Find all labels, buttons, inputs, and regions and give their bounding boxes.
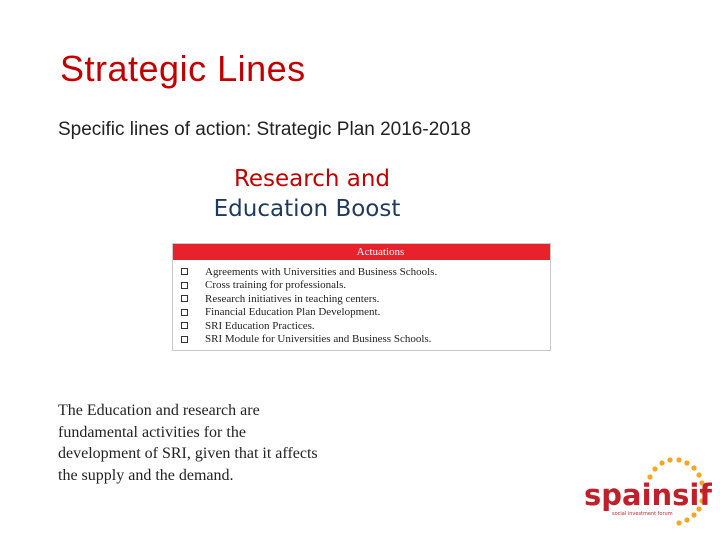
actuations-table-header: Actuations: [173, 244, 550, 260]
checkbox-icon: [181, 268, 188, 275]
actuation-item-label: Cross training for professionals.: [205, 279, 347, 292]
slide-subtitle: Specific lines of action: Strategic Plan 2016-2018: [58, 119, 471, 140]
checkbox-icon: [181, 309, 188, 316]
actuation-item-label: SRI Module for Universities and Business Schools.: [205, 333, 432, 346]
actuation-item: [173, 265, 550, 279]
body-paragraph: The Education and research are fundamental activities for the development of SRI, given that it affects the supply and the demand.: [58, 402, 318, 484]
actuation-item: [173, 319, 550, 333]
section-heading-line2: Education Boost: [213, 196, 401, 222]
actuation-item-label: SRI Education Practices.: [205, 319, 315, 332]
section-heading: [0, 164, 640, 224]
actuations-list: [173, 260, 550, 346]
actuation-item-label: Financial Education Plan Development.: [205, 306, 381, 319]
slide-title: Strategic Lines: [60, 48, 306, 89]
checkbox-icon: [181, 336, 188, 343]
actuation-item-label: Agreements with Universities and Business Schools.: [205, 265, 438, 278]
checkbox-icon: [181, 322, 188, 329]
actuation-item: [173, 306, 550, 320]
actuations-table: [172, 243, 551, 351]
checkbox-icon: [181, 282, 188, 289]
checkbox-icon: [181, 295, 188, 302]
spainsif-logo: [582, 455, 712, 530]
actuation-item-label: Research initiatives in teaching centers.: [205, 292, 380, 305]
actuation-item: [173, 279, 550, 293]
section-heading-line1: Research and: [233, 166, 391, 192]
actuation-item: [173, 292, 550, 306]
actuation-item: [173, 333, 550, 347]
logo-tagline: social investment forum: [612, 511, 673, 517]
logo-wordmark: spainsif: [584, 478, 712, 512]
